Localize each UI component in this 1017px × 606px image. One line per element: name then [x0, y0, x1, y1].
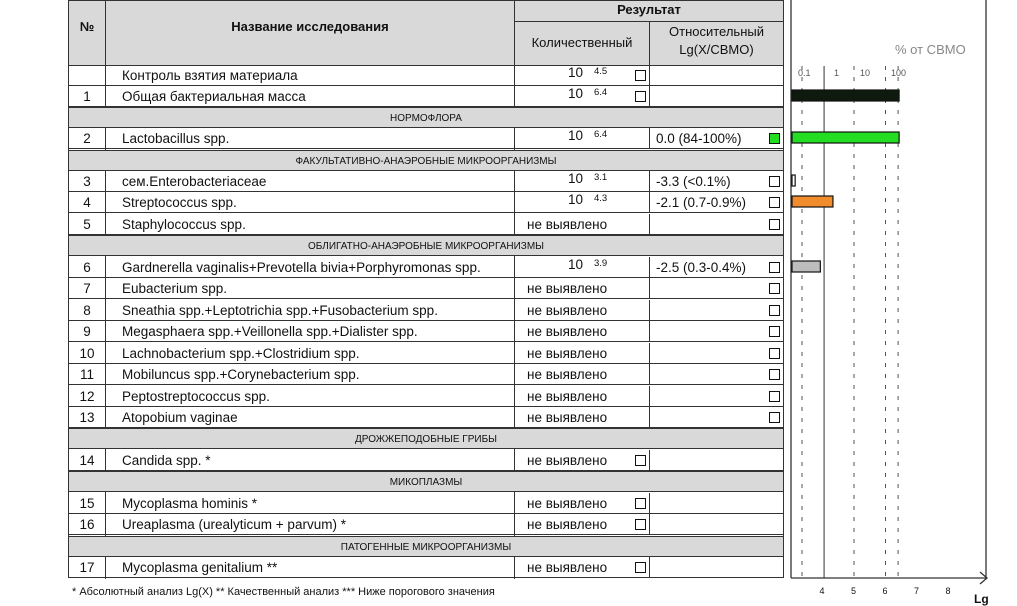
- row-name: Mobiluncus spp.+Corynebacterium spp.: [122, 367, 360, 382]
- row-name: Lactobacillus spp.: [122, 131, 230, 146]
- row-name: Streptococcus spp.: [122, 195, 237, 210]
- row-num: 6: [83, 260, 91, 275]
- footnote: * Абсолютный анализ Lg(X) ** Качественный анализ *** Ниже порогового значения: [72, 586, 495, 598]
- section-yeast: ДРОЖЖЕПОДОБНЫЕ ГРИБЫ: [69, 428, 783, 449]
- row-quantity-exp: 4.5: [594, 66, 608, 77]
- header-relative-1: Относительный: [669, 24, 764, 39]
- row-name: Candida spp. *: [122, 453, 211, 468]
- table-row: [69, 171, 783, 192]
- table-row: [69, 364, 783, 385]
- row-num: 15: [79, 496, 95, 511]
- row-num: 16: [79, 517, 95, 532]
- relative-checkbox: [769, 133, 780, 144]
- table-row: [69, 300, 783, 321]
- row-num: 7: [83, 281, 91, 296]
- table-row: [69, 450, 783, 471]
- row-num: 1: [83, 89, 91, 104]
- x-tick: 6: [882, 586, 888, 596]
- relative-checkbox: [769, 348, 780, 359]
- row-name: Eubacterium spp.: [122, 281, 228, 296]
- header-quantitative: Количественный: [531, 35, 633, 50]
- row-quantity-exp: 4.3: [594, 193, 608, 204]
- row-name: Mycoplasma genitalium **: [122, 560, 278, 575]
- row-num: 4: [83, 195, 91, 210]
- row-quantity-base: 10: [568, 86, 584, 101]
- chart-svg: [790, 0, 1017, 600]
- row-num: 3: [83, 174, 91, 189]
- relative-checkbox: [769, 176, 780, 187]
- table-row: [69, 386, 783, 407]
- row-quantity-exp: 3.9: [594, 258, 608, 269]
- row-relative: -3.3 (<0.1%): [656, 174, 731, 189]
- quantity-checkbox: [635, 519, 646, 530]
- row-num: 11: [79, 367, 94, 382]
- row-name: Контроль взятия материала: [122, 68, 298, 83]
- row-relative: 0.0 (84-100%): [656, 131, 742, 146]
- row-quantity-text: не выявлено: [527, 517, 608, 532]
- table-row: [69, 86, 783, 107]
- row-num: 5: [83, 217, 91, 232]
- row-quantity-base: 10: [568, 65, 584, 80]
- row-num: 14: [79, 453, 95, 468]
- table-row: [69, 514, 783, 535]
- row-num: 13: [79, 410, 95, 425]
- table-row: [69, 214, 783, 235]
- row-quantity-text: не выявлено: [527, 367, 608, 382]
- header-num: №: [79, 19, 95, 34]
- section-obligate: ОБЛИГАТНО-АНАЭРОБНЫЕ МИКРООРГАНИЗМЫ: [69, 235, 783, 256]
- row-num: 17: [79, 560, 95, 575]
- row-relative: -2.1 (0.7-0.9%): [656, 195, 747, 210]
- row-quantity-exp: 6.4: [594, 129, 608, 140]
- row-name: Gardnerella vaginalis+Prevotella bivia+Porphyromonas spp.: [122, 260, 481, 275]
- row-quantity-text: не выявлено: [527, 560, 608, 575]
- chart-xlabel: Lg: [974, 592, 989, 606]
- row-quantity-base: 10: [568, 192, 584, 207]
- row-num: 9: [83, 324, 91, 339]
- row-quantity-base: 10: [568, 171, 584, 186]
- table-row: [69, 65, 783, 86]
- bar-3: [792, 196, 833, 207]
- row-num: 8: [83, 303, 91, 318]
- relative-checkbox: [769, 412, 780, 423]
- table-row: [69, 128, 783, 149]
- relative-checkbox: [769, 262, 780, 273]
- row-name: Общая бактериальная масса: [122, 89, 306, 104]
- table-row: [69, 278, 783, 299]
- row-quantity-text: не выявлено: [527, 389, 608, 404]
- row-quantity-text: не выявлено: [527, 496, 608, 511]
- chart-bars: [792, 90, 899, 272]
- header-relative-2: Lg(X/СВМО): [679, 42, 754, 57]
- section-facultative: ФАКУЛЬТАТИВНО-АНАЭРОБНЫЕ МИКРООРГАНИЗМЫ: [69, 150, 783, 171]
- relative-checkbox: [769, 197, 780, 208]
- relative-checkbox: [769, 283, 780, 294]
- quantity-checkbox: [635, 91, 646, 102]
- bar-2: [792, 175, 795, 186]
- relative-checkbox: [769, 219, 780, 230]
- top-tick: 10: [860, 68, 871, 78]
- chart: [790, 0, 1017, 606]
- row-quantity-text: не выявлено: [527, 453, 608, 468]
- row-name: Staphylococcus spp.: [122, 217, 246, 232]
- top-tick: 1: [834, 68, 840, 78]
- row-name: Ureaplasma (urealyticum + parvum) *: [122, 517, 346, 532]
- chart-title: % от СВМО: [895, 42, 966, 57]
- table-row: [69, 407, 783, 428]
- row-name: Lachnobacterium spp.+Clostridium spp.: [122, 346, 360, 361]
- section-mycoplasma: МИКОПЛАЗМЫ: [69, 471, 783, 492]
- x-tick: 7: [914, 586, 920, 596]
- row-name: Peptostreptococcus spp.: [122, 389, 270, 404]
- relative-checkbox: [769, 391, 780, 402]
- table-row: [69, 192, 783, 213]
- row-quantity-base: 10: [568, 128, 584, 143]
- table-row: [69, 493, 783, 514]
- bar-4: [792, 261, 820, 272]
- row-num: 12: [79, 389, 95, 404]
- bar-1: [792, 132, 899, 143]
- section-pathogenic: ПАТОГЕННЫЕ МИКРООРГАНИЗМЫ: [69, 536, 783, 557]
- quantity-checkbox: [635, 562, 646, 573]
- row-num: 10: [79, 346, 95, 361]
- x-tick: 5: [851, 586, 857, 596]
- relative-checkbox: [769, 326, 780, 337]
- relative-checkbox: [769, 305, 780, 316]
- results-table: [68, 0, 784, 578]
- table-row: [69, 257, 783, 278]
- quantity-checkbox: [635, 455, 646, 466]
- row-name: Atopobium vaginae: [122, 410, 238, 425]
- row-quantity-text: не выявлено: [527, 346, 608, 361]
- top-tick: 100: [891, 68, 907, 78]
- top-tick: 0.1: [798, 68, 811, 78]
- row-quantity-text: не выявлено: [527, 410, 608, 425]
- table-row: [69, 557, 783, 578]
- table-row: [69, 343, 783, 364]
- quantity-checkbox: [635, 498, 646, 509]
- x-tick: 4: [819, 586, 825, 596]
- row-name: Mycoplasma hominis *: [122, 496, 258, 511]
- row-quantity-exp: 3.1: [594, 172, 608, 183]
- row-quantity-base: 10: [568, 257, 584, 272]
- x-tick: 8: [945, 586, 951, 596]
- row-name: сем.Enterobacteriaceae: [122, 174, 267, 189]
- header-name: Название исследования: [231, 19, 389, 34]
- row-quantity-text: не выявлено: [527, 217, 608, 232]
- row-quantity-exp: 6.4: [594, 87, 608, 98]
- row-num: 2: [83, 131, 91, 146]
- quantity-checkbox: [635, 70, 646, 81]
- row-quantity-text: не выявлено: [527, 281, 608, 296]
- row-name: Megasphaera spp.+Veillonella spp.+Dialister spp.: [122, 324, 418, 339]
- row-quantity-text: не выявлено: [527, 324, 608, 339]
- row-quantity-text: не выявлено: [527, 303, 608, 318]
- table-row: [69, 321, 783, 342]
- header-result: Результат: [617, 2, 681, 17]
- bar-0: [792, 90, 899, 101]
- row-name: Sneathia spp.+Leptotrichia spp.+Fusobacterium spp.: [122, 303, 438, 318]
- relative-checkbox: [769, 369, 780, 380]
- section-normoflora: НОРМОФЛОРА: [69, 107, 783, 128]
- row-relative: -2.5 (0.3-0.4%): [656, 260, 747, 275]
